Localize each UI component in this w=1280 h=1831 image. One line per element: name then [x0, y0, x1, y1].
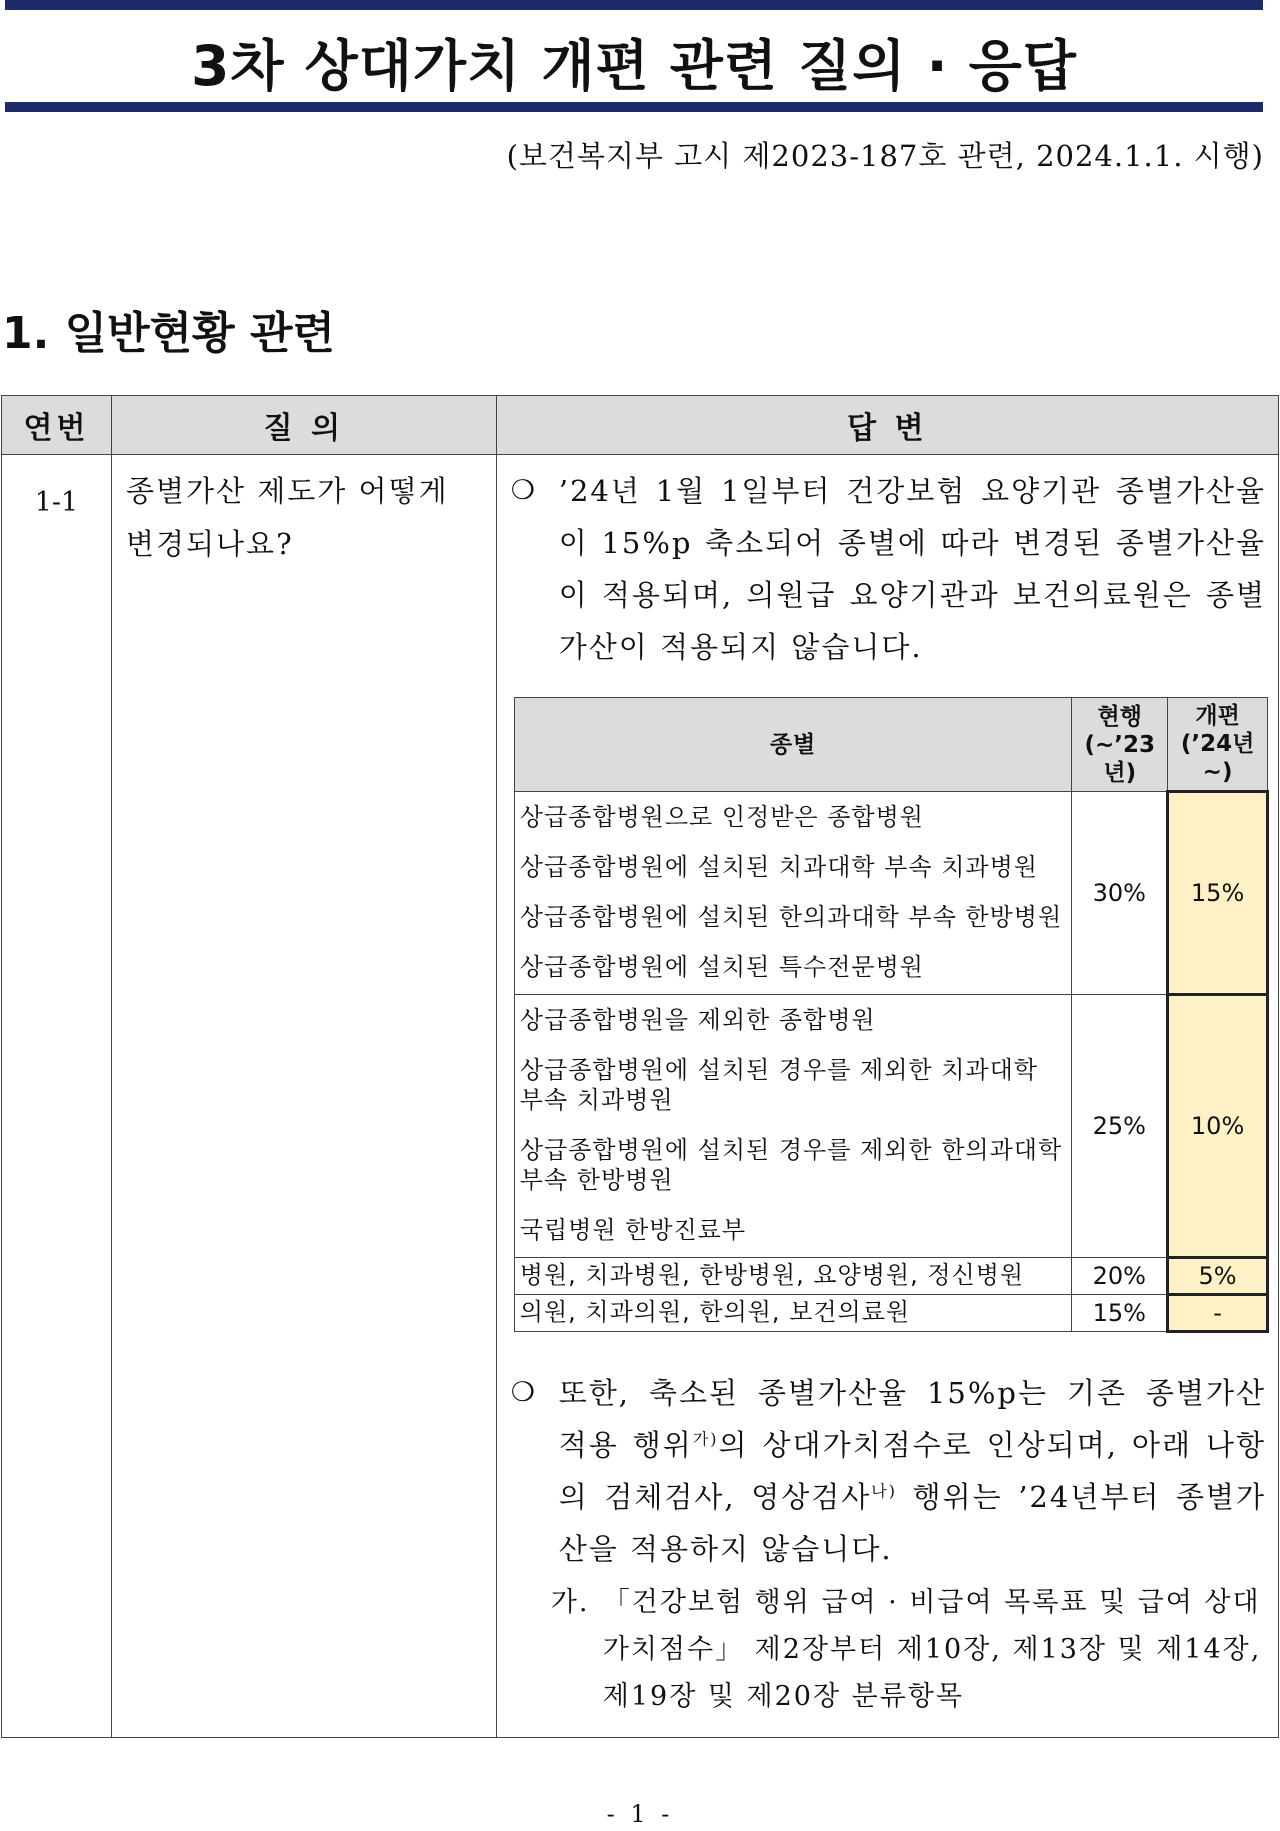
rate-header-current: 현행 (~’23년)	[1072, 698, 1168, 792]
answer-bullet	[511, 1367, 1266, 1575]
header-question: 질 의	[112, 396, 497, 455]
footnote-ref: 가)	[692, 1429, 719, 1449]
page-number: - 1 -	[606, 1800, 674, 1828]
notice-reference: (보건복지부 고시 제2023-187호 관련, 2024.1.1. 시행)	[506, 139, 1264, 173]
category-item: 상급종합병원에 설치된 특수전문병원	[519, 953, 924, 981]
bullet-text-part: 행위는 ’24년부터 종별가산을 적용하지 않습니다.	[558, 1480, 1267, 1566]
rate-row	[514, 792, 1267, 995]
answer-bullet-text: ’24년 1월 1일부터 건강보험 요양기관 종별가산율이 15%p 축소되어 종별에 따라 변경된 종별가산율이 적용되며, 의원급 요양기관과 보건의료원은 종별가산이 적용되지 않습니다.	[558, 474, 1266, 664]
footnote-item	[511, 1579, 1266, 1720]
answer-bullet	[511, 465, 1266, 673]
question-text: 종별가산 제도가 어떻게 변경되나요?	[112, 455, 497, 1738]
qa-header-row	[2, 396, 1279, 455]
bullet-marker: ❍	[510, 475, 537, 506]
bullet-text-part: 또한, 축소된 종별가산율 15%p는 기존 종별가산 적용 행위	[558, 1376, 1266, 1462]
title-rule-bottom	[5, 102, 1263, 112]
rate-current: 25%	[1072, 995, 1168, 1258]
category-item: 상급종합병원을 제외한 종합병원	[519, 1006, 876, 1034]
rate-table	[514, 697, 1269, 1333]
row-number: 1-1	[2, 455, 112, 1738]
category-item: 상급종합병원으로 인정받은 종합병원	[519, 803, 924, 831]
rate-category-cell	[514, 995, 1072, 1258]
category-item: 상급종합병원에 설치된 치과대학 부속 치과병원	[519, 853, 1038, 881]
category-item: 상급종합병원에 설치된 한의과대학 부속 한방병원	[519, 903, 1063, 931]
rate-revised: 10%	[1168, 995, 1268, 1258]
rate-header-category: 종별	[514, 698, 1072, 792]
answer-cell	[496, 455, 1278, 1738]
header-no: 연번	[2, 396, 112, 455]
rate-row	[514, 1295, 1267, 1332]
footnote-ref: 나)	[871, 1481, 897, 1501]
title-rule-top	[5, 0, 1263, 10]
bullet-marker: ❍	[510, 1377, 537, 1408]
category-item: 병원, 치과병원, 한방병원, 요양병원, 정신병원	[514, 1258, 1072, 1295]
bullet-text-part: 의 상대가치점수로 인상되며, 아래 나항의 검체검사, 영상검사	[558, 1428, 1266, 1514]
rate-revised: -	[1168, 1295, 1268, 1332]
category-item: 국립병원 한방진료부	[519, 1216, 747, 1244]
footnote-marker: 가.	[550, 1587, 590, 1618]
rate-header-row	[514, 698, 1267, 792]
page-title: 3차 상대가치 개편 관련 질의 · 응답	[191, 34, 1077, 98]
footnote-text: 「건강보험 행위 급여 · 비급여 목록표 및 급여 상대가치점수」 제2장부터 제10장, 제13장 및 제14장, 제19장 및 제20장 분류항목	[602, 1587, 1262, 1712]
qa-table	[1, 395, 1279, 1738]
rate-header-revised: 개편 (’24년~)	[1168, 698, 1268, 792]
rate-current: 30%	[1072, 792, 1168, 995]
rate-current: 20%	[1072, 1258, 1168, 1295]
rate-row	[514, 1258, 1267, 1295]
rate-category-cell	[514, 792, 1072, 995]
category-item: 의원, 치과의원, 한의원, 보건의료원	[514, 1295, 1072, 1332]
rate-revised: 15%	[1168, 792, 1268, 995]
header-answer: 답 변	[496, 396, 1278, 455]
category-item: 상급종합병원에 설치된 경우를 제외한 치과대학 부속 치과병원	[519, 1056, 1038, 1114]
rate-row	[514, 995, 1267, 1258]
rate-current: 15%	[1072, 1295, 1168, 1332]
table-row	[2, 455, 1279, 1738]
rate-revised: 5%	[1168, 1258, 1268, 1295]
category-item: 상급종합병원에 설치된 경우를 제외한 한의과대학 부속 한방병원	[519, 1136, 1063, 1194]
section-heading: 1. 일반현황 관련	[2, 308, 335, 359]
